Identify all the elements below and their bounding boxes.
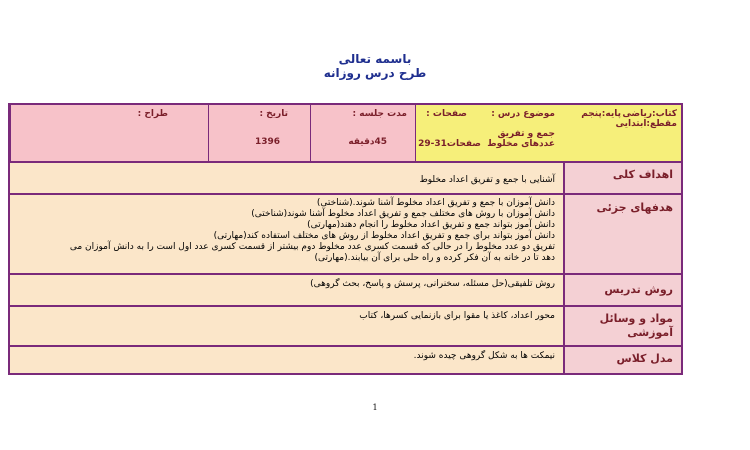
general-goal-label: اهداف کلی bbox=[563, 163, 681, 193]
row-class-model bbox=[10, 347, 681, 373]
topic-label: موضوع درس : bbox=[491, 109, 555, 119]
partial-goal-line: دانش آموز بتواند برای جمع و تفریق اعداد مخلوط از روش های مختلف استفاده کند(مهارتی) bbox=[213, 231, 555, 241]
info-header-row bbox=[10, 105, 681, 163]
date-value: 1396 bbox=[254, 137, 280, 147]
date-label: تاریخ : bbox=[259, 109, 288, 119]
partial-goals-label: هدفهای جزئی bbox=[563, 195, 681, 273]
partial-goal-line: دانش آموز بتواند جمع و تفریق اعداد مخلوط را انجام دهند(مهارتی) bbox=[307, 220, 555, 230]
materials-label: مواد و وسائل آموزشی bbox=[563, 307, 681, 345]
teaching-method-label: روش تدریس bbox=[563, 275, 681, 305]
partial-goal-line: دانش آموزان با روش های مختلف جمع و تفریق اعداد مخلوط آشنا شوند(شناختی) bbox=[251, 209, 555, 219]
row-materials bbox=[10, 307, 681, 347]
cell-duration bbox=[310, 105, 415, 161]
duration-value: 45دقیقه bbox=[348, 137, 387, 147]
materials-text: محور اعداد، کاغذ یا مقوا برای بازنمایی کسرها، کتاب bbox=[359, 311, 555, 321]
partial-goal-line: دهد تا در خانه به آن فکر کرده و راه حلی برای آن بیابند.(مهارتی) bbox=[314, 253, 555, 263]
book-label: کتاب:ریاضی bbox=[622, 109, 677, 119]
page-number: 1 bbox=[372, 403, 378, 412]
pages-value: صفحات31-29 bbox=[418, 139, 481, 149]
partial-goals-list bbox=[10, 195, 563, 273]
pages-label: صفحات : bbox=[426, 109, 467, 119]
class-model-label: مدل کلاس bbox=[563, 347, 681, 373]
partial-goal-line: تفریق دو عدد مخلوط را در حالی که قسمت کسری عدد مخلوط دوم بیشتر از قسمت کسری عدد اول است را به دانش آموزان می bbox=[69, 242, 555, 252]
general-goal-text: آشنایی با جمع و تفریق اعداد مخلوط bbox=[419, 175, 555, 185]
topic-value-1: جمع و تفریق bbox=[497, 129, 555, 139]
cell-date bbox=[208, 105, 310, 161]
title-lesson-plan: طرح درس روزانه bbox=[323, 66, 427, 80]
row-partial-goals bbox=[10, 195, 681, 275]
designer-label: طراح : bbox=[137, 109, 168, 119]
class-model-text: نیمکت ها به شکل گروهی چیده شوند. bbox=[413, 351, 555, 361]
topic-value-2: عددهای مخلوط bbox=[487, 139, 555, 149]
partial-goal-line: دانش آموزان با جمع و تفریق اعداد مخلوط آشنا شوند.(شناختی) bbox=[316, 198, 555, 208]
duration-label: مدت جلسه : bbox=[352, 109, 407, 119]
grade-label: پایه:پنجم bbox=[581, 109, 621, 119]
cell-designer bbox=[10, 105, 208, 161]
row-general-goal bbox=[10, 163, 681, 195]
teaching-method-text: روش تلفیقی(حل مسئله، سخنرانی، پرسش و پاسخ، بحث گروهی) bbox=[310, 279, 555, 289]
cell-book-info bbox=[563, 105, 681, 161]
row-teaching-method bbox=[10, 275, 681, 307]
title-basmeh: باسمه تعالی bbox=[338, 52, 412, 66]
level-label: مقطع:ابتدایی bbox=[615, 119, 677, 129]
lesson-plan-table bbox=[8, 103, 683, 375]
cell-topic bbox=[415, 105, 563, 161]
